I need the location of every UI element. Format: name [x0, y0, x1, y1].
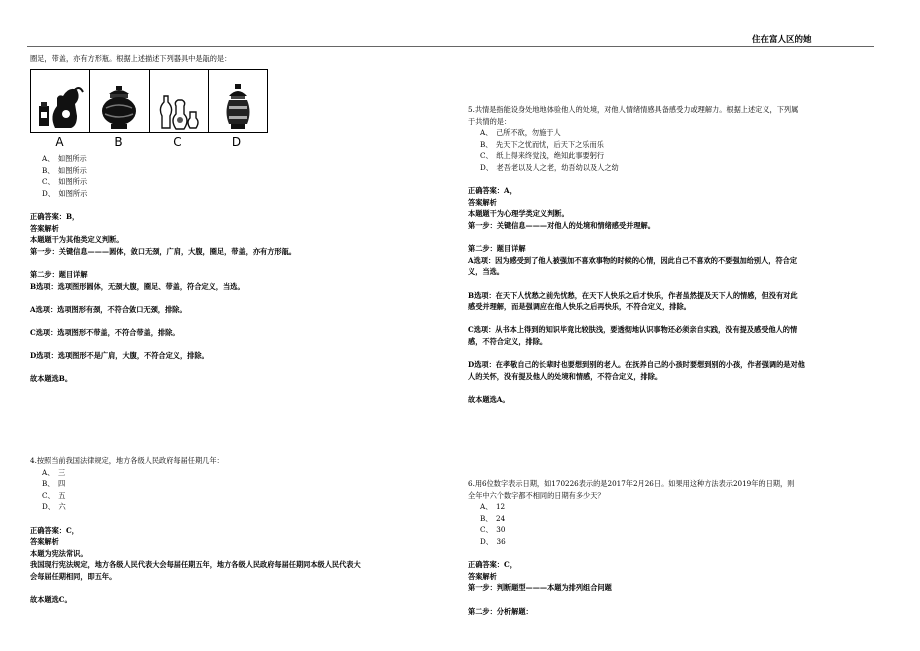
analysis-line: 第一步：关键信息———圆体，敛口无颈，广肩，大腹，圈足，带盖，亦有方形瓿。 — [30, 246, 296, 256]
analysis-line: 本题题干为心理学类定义判断。 — [468, 209, 569, 219]
analysis-line: 会每届任期相同，即五年。 — [30, 571, 117, 581]
figure-label-d: D — [231, 135, 242, 149]
question-text: 于共情的是： — [468, 116, 512, 126]
vessel-a-icon — [33, 76, 87, 132]
figure-cell-a — [31, 70, 90, 132]
option-c: C、 如图所示 — [42, 177, 88, 187]
analysis-line: C选项：从书本上得到的知识毕竟比较肤浅，要透彻地认识事物还必须亲自实践，没有提及感受他人的情 — [468, 325, 798, 335]
analysis-line: 本题题干为其他类定义判断。 — [30, 235, 124, 245]
option-a: A、 如图所示 — [42, 154, 87, 163]
question-4 — [30, 455, 361, 606]
option-d: D、 如图所示 — [42, 188, 88, 198]
answer-line: 正确答案：C， — [30, 525, 79, 535]
analysis-line: 故本题选C。 — [30, 595, 72, 605]
analysis-line: A选项：选项图形有颈，不符合敛口无颈，排除。 — [30, 304, 187, 314]
figure-label-a: A — [55, 135, 64, 149]
analysis-line: 感受并理解，而是强调应在他人快乐之后再快乐，不符合定义，排除。 — [468, 302, 691, 312]
option-d: D、 老吾老以及人之老，幼吾幼以及人之幼 — [480, 162, 619, 172]
answer-line: 正确答案：C， — [468, 560, 517, 570]
analysis-line: 本题为宪法常识。 — [30, 548, 88, 558]
question-6 — [468, 478, 794, 617]
answer-line: 正确答案：B， — [30, 211, 80, 221]
vessel-b-icon — [92, 76, 146, 132]
analysis-title: 答案解析 — [468, 197, 497, 207]
figure-cell-b — [90, 70, 149, 132]
question-3-body — [30, 153, 296, 385]
analysis-title: 答案解析 — [30, 537, 59, 547]
analysis-line: B选项：在天下人忧愁之前先忧愁，在天下人快乐之后才快乐，作者虽然提及天下人的情感，但没有对此 — [468, 290, 798, 300]
figure-letters — [30, 135, 266, 149]
analysis-title: 答案解析 — [468, 571, 497, 581]
vessel-d-icon — [211, 76, 265, 132]
analysis-line: 故本题选A。 — [468, 394, 510, 404]
vessel-figure — [30, 69, 268, 133]
analysis-line: D选项：选项图形不是广肩，大腹，不符合定义，排除。 — [30, 351, 209, 361]
analysis-line: 第二步：分析解题： — [468, 606, 533, 616]
analysis-line: 人的关怀，没有提及他人的处境和情感，不符合定义，排除。 — [468, 371, 663, 381]
vessel-c-icon — [152, 76, 206, 132]
analysis-line: B选项：选项图形圆体，无颈大腹，圈足、带盖，符合定义，当选。 — [30, 281, 245, 291]
question-text: 5.共情是指能设身处地地体验他人的处境，对他人情绪情感具备感受力或理解力。根据上述定义，下列属 — [468, 105, 799, 114]
analysis-line: C选项：选项图形不带盖，不符合带盖，排除。 — [30, 327, 180, 337]
figure-label-c: C — [173, 135, 182, 149]
option-b: B、 24 — [480, 513, 506, 523]
option-b: B、 先天下之忧而忧，后天下之乐而乐 — [480, 139, 604, 149]
question-text: 圈足，带盖，亦有方形瓶。根据上述描述下列器具中是瓿的是： — [30, 54, 232, 63]
header-divider — [27, 46, 874, 47]
analysis-line: 故本题选B。 — [30, 374, 73, 384]
option-b: B、 四 — [42, 479, 66, 489]
option-b: B、 如图所示 — [42, 165, 87, 175]
option-d: D、 36 — [480, 536, 506, 546]
option-d: D、 六 — [42, 502, 66, 512]
figure-cell-c — [150, 70, 209, 132]
analysis-line: 第一步：关键信息———对他人的处境和情绪感受并理解。 — [468, 220, 655, 230]
header-title: 住在富人区的她 — [752, 35, 812, 45]
analysis-title: 答案解析 — [30, 223, 59, 233]
analysis-line: 感，不符合定义，排除。 — [468, 336, 548, 346]
option-a: A、 己所不欲，勿施于人 — [480, 128, 561, 138]
answer-line: 正确答案：A， — [468, 186, 517, 196]
question-5 — [468, 104, 805, 405]
figure-label-b: B — [114, 135, 123, 149]
question-text: 4.按照当前我国法律规定，地方各级人民政府每届任期几年： — [30, 456, 224, 465]
option-a: A、 三 — [42, 467, 66, 477]
option-a: A、 12 — [480, 502, 506, 512]
option-c: C、 五 — [42, 490, 66, 500]
analysis-line: 第二步：题目详解 — [468, 244, 526, 254]
analysis-line: A选项：因为感受到了他人被强加不喜欢事物的时候的心情，因此自己不喜欢的不要强加给别人，符合定 — [468, 255, 798, 265]
question-text: 全年中六个数字都不相同的日期有多少天？ — [468, 490, 605, 500]
question-text: 6.用6位数字表示日期，如170226表示的是2017年2月26日。如果用这种方法表示2019年的日期，则 — [468, 479, 795, 488]
analysis-line: 第二步：题目详解 — [30, 269, 88, 279]
option-c: C、 纸上得来终觉浅，绝知此事要躬行 — [480, 151, 605, 161]
analysis-line: 第一步：判断题型———本题为排列组合问题 — [468, 583, 612, 593]
figure-cell-d — [209, 70, 267, 132]
analysis-line: D选项：在孝敬自己的长辈时也要想到别的老人。在抚养自己的小孩时要想到别的小孩，作者强调的是对他 — [468, 360, 805, 370]
option-c: C、 30 — [480, 525, 506, 535]
analysis-line: 我国现行宪法规定，地方各级人民代表大会每届任期五年，地方各级人民政府每届任期同本级人民代表大 — [30, 560, 361, 570]
analysis-line: 义，当选。 — [468, 267, 504, 277]
question-3-stem — [30, 53, 231, 65]
